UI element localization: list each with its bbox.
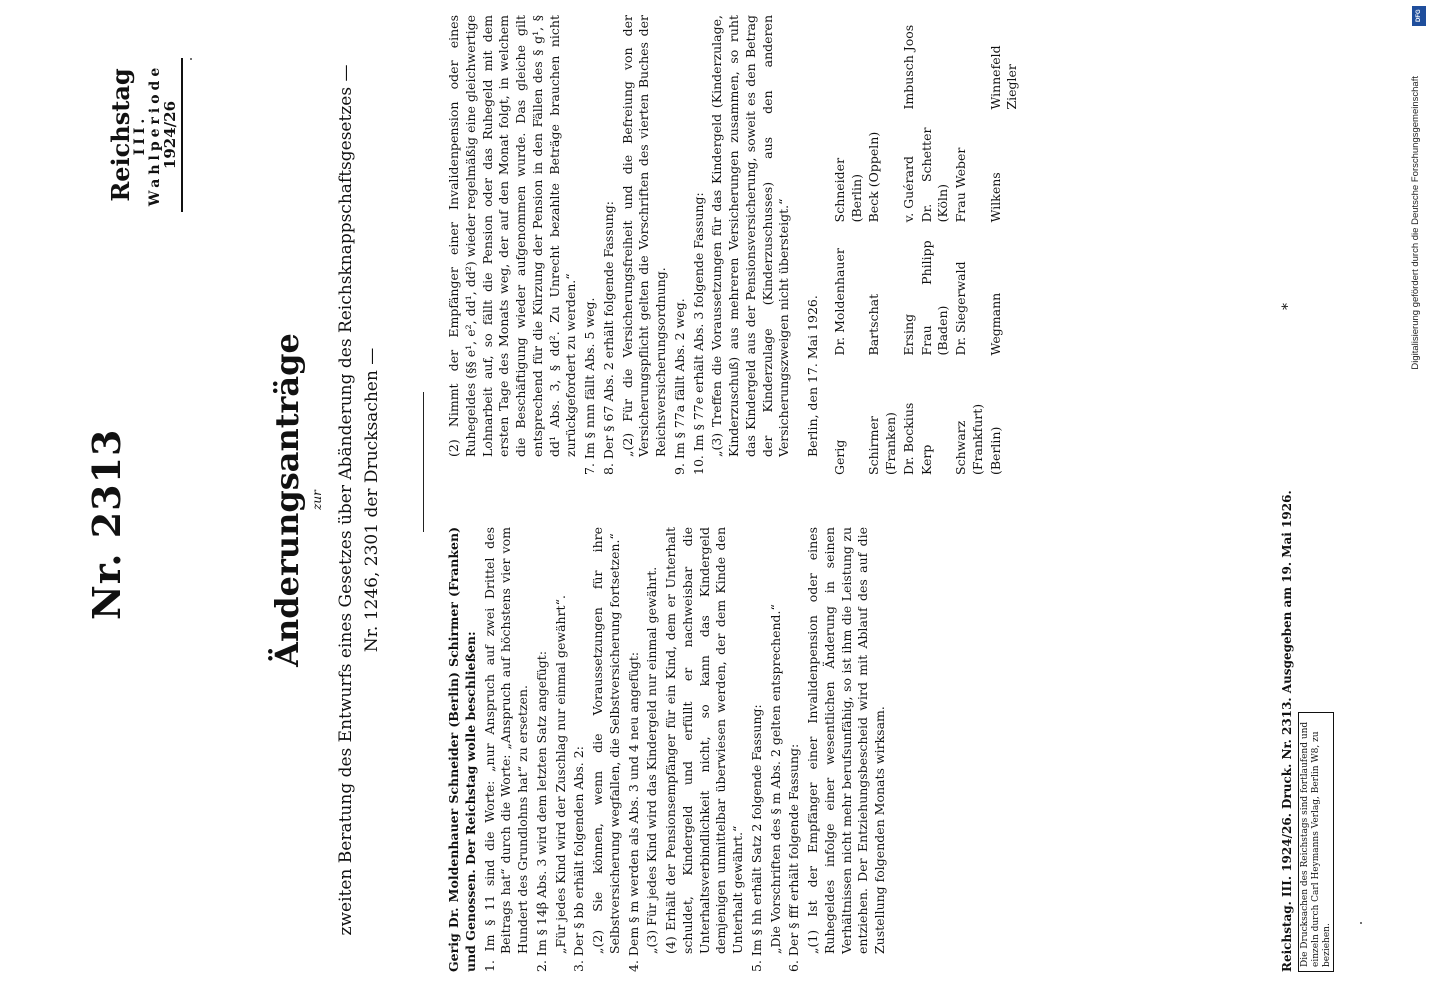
item-6-quote: „(1) Ist der Empfänger einer Invalidenpension oder eines Ruhegeldes infolge einer wesentlichen Änderung in seinen Verhältnissen nicht mehr berufsunfähig, so ist ihm die Leistung zu entziehen. Der Entziehungsbescheid wird mit Ablauf des auf die Zustellung folgenden Monats wirksam. [805,527,887,954]
reichstag-header [108,40,183,230]
item-8: 8. Der § 67 Abs. 2 erhält folgende Fassung: [600,201,616,475]
digitization-credit [1410,6,1428,394]
signature: Imbusch Joos [900,24,916,110]
signature [832,15,866,110]
signature: Beck (Oppeln) [866,131,882,223]
item-4-quote-1: „(3) Für jedes Kind wird das Kindergeld nur einmal gewährt. [644,566,660,954]
item-3: 3. Der § bb erhält folgenden Abs. 2: [571,746,587,972]
document-subtitle: zweiten Beratung des Entwurfs eines Gesetzes über Abänderung des Reichsknappschaftsgesetzes — Nr. 1246, 2301 der Drucksachen — [336,64,382,936]
signature: Dr. Bockius [900,402,916,475]
item-6-quote-continued: (2) Nimmt der Empfänger einer Invalidenpension oder eines Ruhegeldes (§§ e¹, e², dd¹, dd²) wieder regelmäßig eine gleichwertige Lohnarbeit auf, so fällt die Pension oder das Ruhegeld mit dem ersten Tage des Monats weg, der auf den Monat folgt, in welchem die Beschäftigung wieder aufgenommen wurde. Das gleiche gilt entsprechend für die Kürzung der Pension in den Fällen des § g¹, § dd¹ Abs. 3, § dd². Zu Unrecht bezahlte Beträge brauchen nicht zurückgefordert zu werden.“ [446,15,579,457]
signature: Dr. Moldenhauer [831,248,847,356]
title-divider [423,392,424,532]
signature: Wegmann [987,292,1003,356]
signature [919,15,953,110]
item-2-quote: „Für jedes Kind wird der Zuschlag nur einmal gewährt“. [552,595,568,954]
left-column [446,527,891,972]
item-4: 4. Dem § m werden als Abs. 3 und 4 neu angefügt: [625,651,641,972]
signature [866,15,900,110]
years-label: 1924/26 [160,100,179,170]
item-8-quote: „(2) Für die Versicherungsfreiheit und die Befreiung von der Versicherungspflicht gelten die Vorschriften des vierten Buches der Reichsversicherungsordnung. [619,15,668,457]
footer-line: Reichstag. III. 1924/26. Druck. Nr. 2313. Ausgegeben am 19. Mai 1926. [1280,490,1294,972]
item-9: 9. Im § 77a fällt Abs. 2 weg. [671,298,687,475]
dfg-logo: DFG [1412,6,1426,26]
item-4-quote-2: (4) Erhält der Pensionsempfänger für ein Kind, dem er Unterhalt schuldet, Kindergeld und erfüllt er nachweisbar die Unterhaltsverbindlichkeit nicht, so kann das Kindergeld demjenigen unmittelbar überwiesen werden, der dem Kinde den Unterhalt gewährt.“ [663,527,745,954]
document-title: Änderungsanträge [268,333,306,667]
item-6: 6. Der § fff erhält folgende Fassung: [786,743,802,972]
item-2: 2. Im § 14β Abs. 3 wird dem letzten Satz angefügt: [533,650,549,972]
footer-notice-box: Die Drucksachen des Reichstags sind fortlaufend und einzeln durch Carl Heymanns Verlag, Berlin W8, zu beziehen. [1298,712,1334,972]
document-number: Nr. 2313 [84,428,129,620]
signature: v. Guérard [900,156,916,223]
signature: Dr. Schetter (Köln) [918,127,951,223]
signature: Frau Weber [953,147,968,223]
signature: Wilkens [987,172,1003,223]
asterisk-mark: * [1280,303,1296,310]
header-rule [181,58,183,212]
item-10-quote: „(3) Treffen die Voraussetzungen für das Kindergeld (Kinderzulage, Kinderzuschuß) aus mehreren Versicherungen zusammen, so ruht das Kindergeld aus der Pensionsversicherung, soweit es den Betrag der Kinderzulage (Kinderzuschusses) aus den anderen Versicherungszweigen nicht übersteigt.“ [709,15,792,457]
signature: Bartschat [866,293,882,356]
signature [953,15,987,110]
scan-speck [1360,922,1362,924]
item-7: 7. Im § nnn fällt Abs. 5 weg. [582,297,597,475]
signature: Gerig [831,439,847,475]
date-line: Berlin, den 17. Mai 1926. [805,295,820,457]
motion-intro: Gerig Dr. Moldenhauer Schneider (Berlin) Schirmer (Franken) und Genossen. Der Reichstag wolle beschließen: [446,527,478,972]
item-1: 1. Im § 11 sind die Worte: „nur Anspruch auf zwei Drittel des Beitrags hat“ durch die Worte: „Anspruch auf höchstens vier vom Hundert des Grundlohns hat“ zu ersetzen. [481,527,530,972]
wahlperiode-label: III. Wahlperiode [132,63,163,207]
right-column [446,15,1021,475]
signature: Ersing [900,313,916,356]
credit-text: Digitalisierung gefördert durch die Deutsche Forschungsgemeinschaft [1410,76,1421,370]
signature: Schneider (Berlin) [831,157,864,223]
signature: Schirmer (Franken) [866,412,898,475]
signature-block [832,15,1021,475]
signature: Winnefeld Ziegler [987,45,1020,110]
signature: Dr. Siegerwald [953,261,968,356]
item-3-quote: „(2) Sie können, wenn die Voraussetzungen für ihre Selbstversicherung wegfallen, die Selbstversicherung fortsetzen.“ [590,527,622,954]
item-5-quote: „Die Vorschriften des § m Abs. 2 gelten entsprechend.“ [767,604,783,954]
signature: Schwarz (Frankfurt) [953,403,985,475]
scan-speck [190,58,192,60]
signature: Frau Philipp (Baden) [918,240,951,356]
item-5: 5. Im § hh erhält Satz 2 folgende Fassung: [748,704,764,972]
item-10: 10. Im § 77e erhält Abs. 3 folgende Fassung: [690,192,706,475]
print-footer [1280,12,1334,972]
signature: Kerp [918,444,934,475]
signature: (Berlin) [987,426,1003,475]
reichstag-label: Reichstag [106,68,135,202]
title-zur: zur [310,490,324,510]
